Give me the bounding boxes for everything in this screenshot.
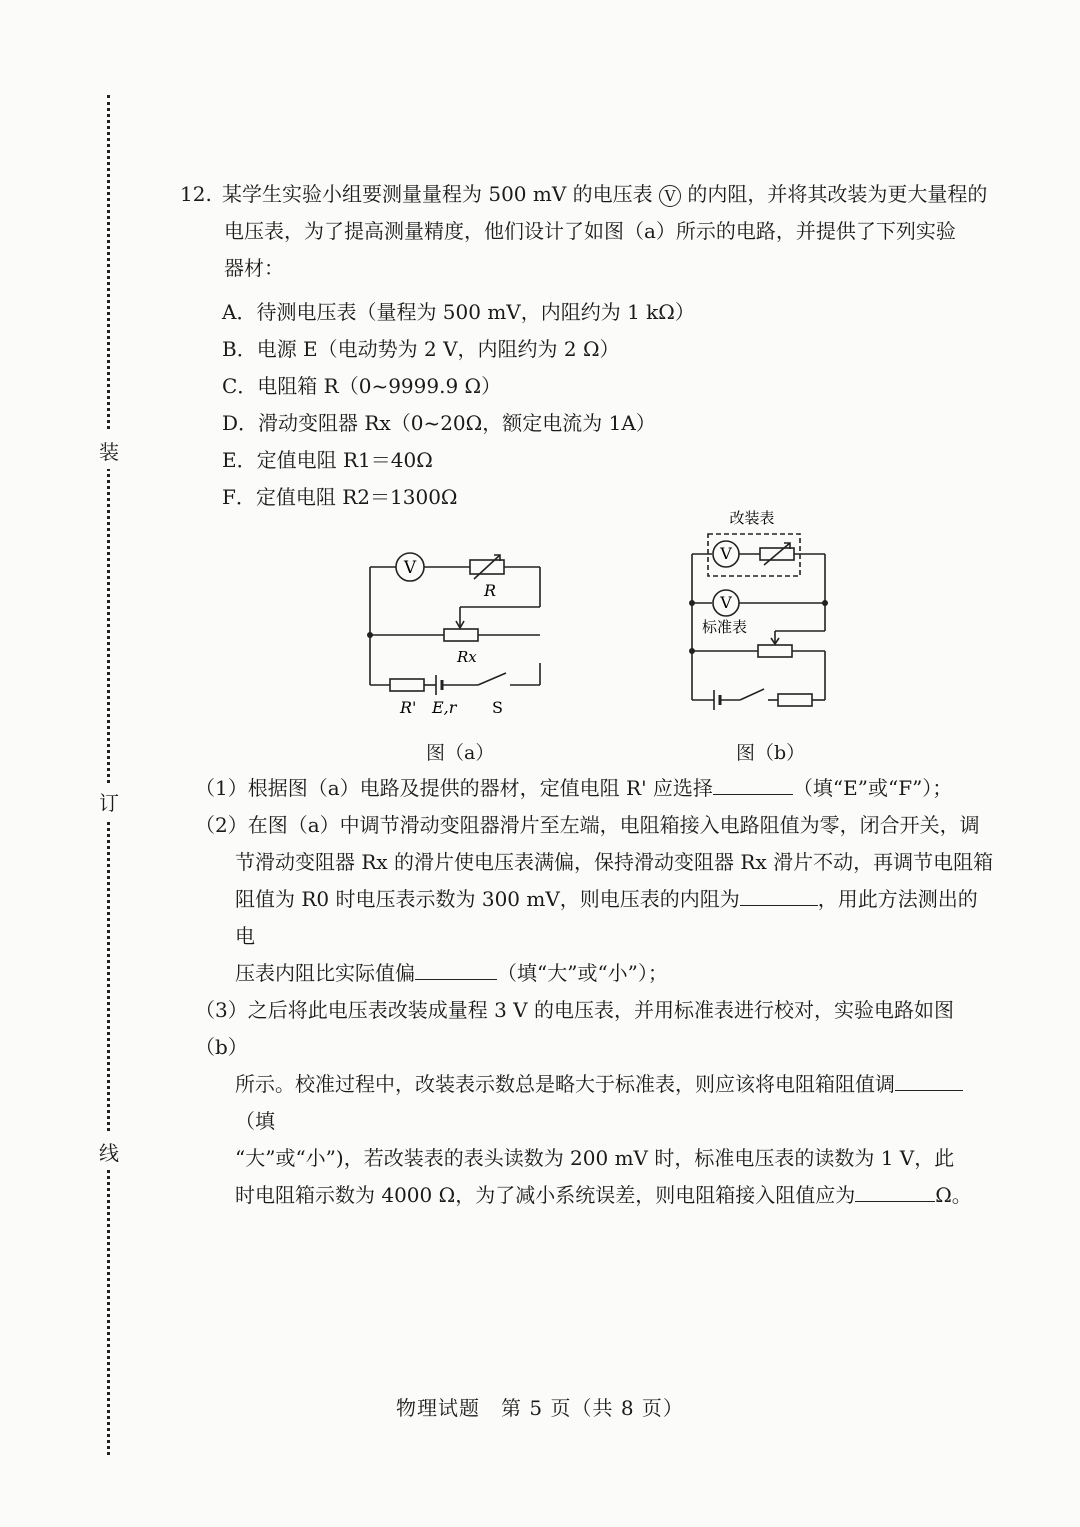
fig-b-voltmeter1-label: V <box>720 544 732 563</box>
option-a: A．待测电压表（量程为 500 mV，内阻约为 1 kΩ） <box>222 300 695 324</box>
q3-resistance-blank[interactable] <box>855 1181 935 1202</box>
q1-text-b: （填“E”或“F”）； <box>792 776 953 800</box>
option-f: F．定值电阻 R2＝1300Ω <box>222 485 458 509</box>
q3-line4-b: Ω。 <box>935 1183 972 1207</box>
rheostat-icon <box>444 629 478 641</box>
q2-line3-b: ，用此方法测出的电 <box>235 887 978 948</box>
option-b: B．电源 E（电动势为 2 V，内阻约为 2 Ω） <box>222 337 620 361</box>
stem-line3: 器材： <box>224 256 284 280</box>
q1-text-a: （1）根据图（a）电路及提供的器材，定值电阻 R' 应选择 <box>195 776 713 800</box>
fig-b-modified-label: 改装表 <box>729 509 775 527</box>
circuit-figure-a <box>360 545 560 725</box>
figure-a-caption: 图（a） <box>426 742 495 764</box>
q3-adjust-blank[interactable] <box>895 1070 963 1091</box>
page-footer: 物理试题 第 5 页（共 8 页） <box>396 1396 684 1420</box>
option-e: E．定值电阻 R1＝40Ω <box>222 448 433 472</box>
q3-line4-a: 时电阻箱示数为 4000 Ω，为了减小系统误差，则电阻箱接入阻值应为 <box>235 1183 856 1207</box>
binding-char-ding: 订 <box>96 783 122 820</box>
q3-line2-b: （填 <box>235 1109 275 1133</box>
stem-line2: 电压表，为了提高测量精度，他们设计了如图（a）所示的电路，并提供了下列实验 <box>224 219 956 243</box>
stem-line1-a: 某学生实验小组要测量量程为 500 mV 的电压表 <box>222 182 653 206</box>
figure-b-caption: 图（b） <box>736 742 806 764</box>
q2-line2: 节滑动变阻器 Rx 的滑片使电压表满偏，保持滑动变阻器 Rx 滑片不动，再调节电阻箱 <box>235 850 994 874</box>
fig-a-fixed-label: R' <box>400 698 417 717</box>
fig-a-switch-label: S <box>492 698 503 717</box>
fig-a-voltmeter-label: V <box>403 558 417 578</box>
fig-a-source-label: E,r <box>432 698 457 717</box>
switch-icon-b <box>740 689 764 700</box>
q2-line4-a: 压表内阻比实际值偏 <box>235 961 415 985</box>
fixed-resistor-icon-b <box>778 694 812 706</box>
option-c: C．电阻箱 R（0~9999.9 Ω） <box>222 374 502 398</box>
stem-line1-b: 的内阻，并将其改装为更大量程的 <box>687 182 988 206</box>
fig-b-voltmeter2-label: V <box>720 593 732 612</box>
fig-b-standard-label: 标准表 <box>702 618 748 636</box>
q2-line1: （2）在图（a）中调节滑动变阻器滑片至左端，电阻箱接入电路阻值为零，闭合开关，调 <box>195 813 980 837</box>
q3-line2-a: 所示。校准过程中，改装表示数总是略大于标准表，则应该将电阻箱阻值调 <box>235 1072 895 1096</box>
q2-bias-blank[interactable] <box>415 959 497 980</box>
fig-a-box-label: R <box>484 581 497 600</box>
q3-line3: “大”或“小”)，若改装表的表头读数为 200 mV 时，标准电压表的读数为 1 V，此 <box>235 1146 955 1170</box>
circuit-figure-b <box>680 505 840 720</box>
option-d: D．滑动变阻器 Rx（0~20Ω，额定电流为 1A） <box>222 411 656 435</box>
voltmeter-symbol: V <box>659 185 681 207</box>
q3-line1: （3）之后将此电压表改装成量程 3 V 的电压表，并用标准表进行校对，实验电路如图（b） <box>195 998 954 1059</box>
fig-a-rheostat-label: Rx <box>457 648 477 666</box>
question-stem <box>180 176 990 287</box>
question-number: 12. <box>180 182 212 206</box>
subquestions <box>195 770 995 1214</box>
rheostat-icon-b <box>758 645 792 657</box>
fixed-resistor-icon <box>390 679 424 691</box>
binding-dotted-line <box>107 95 110 1455</box>
q2-line4-b: （填“大”或“小”）； <box>497 961 668 985</box>
binding-char-xian: 线 <box>96 1133 122 1170</box>
q1-answer-blank[interactable] <box>713 774 793 795</box>
q2-line3-a: 阻值为 R0 时电压表示数为 300 mV，则电压表的内阻为 <box>235 887 740 911</box>
switch-icon <box>478 673 506 685</box>
q2-internal-resistance-blank[interactable] <box>740 885 818 906</box>
binding-char-zhuang: 装 <box>96 432 122 469</box>
